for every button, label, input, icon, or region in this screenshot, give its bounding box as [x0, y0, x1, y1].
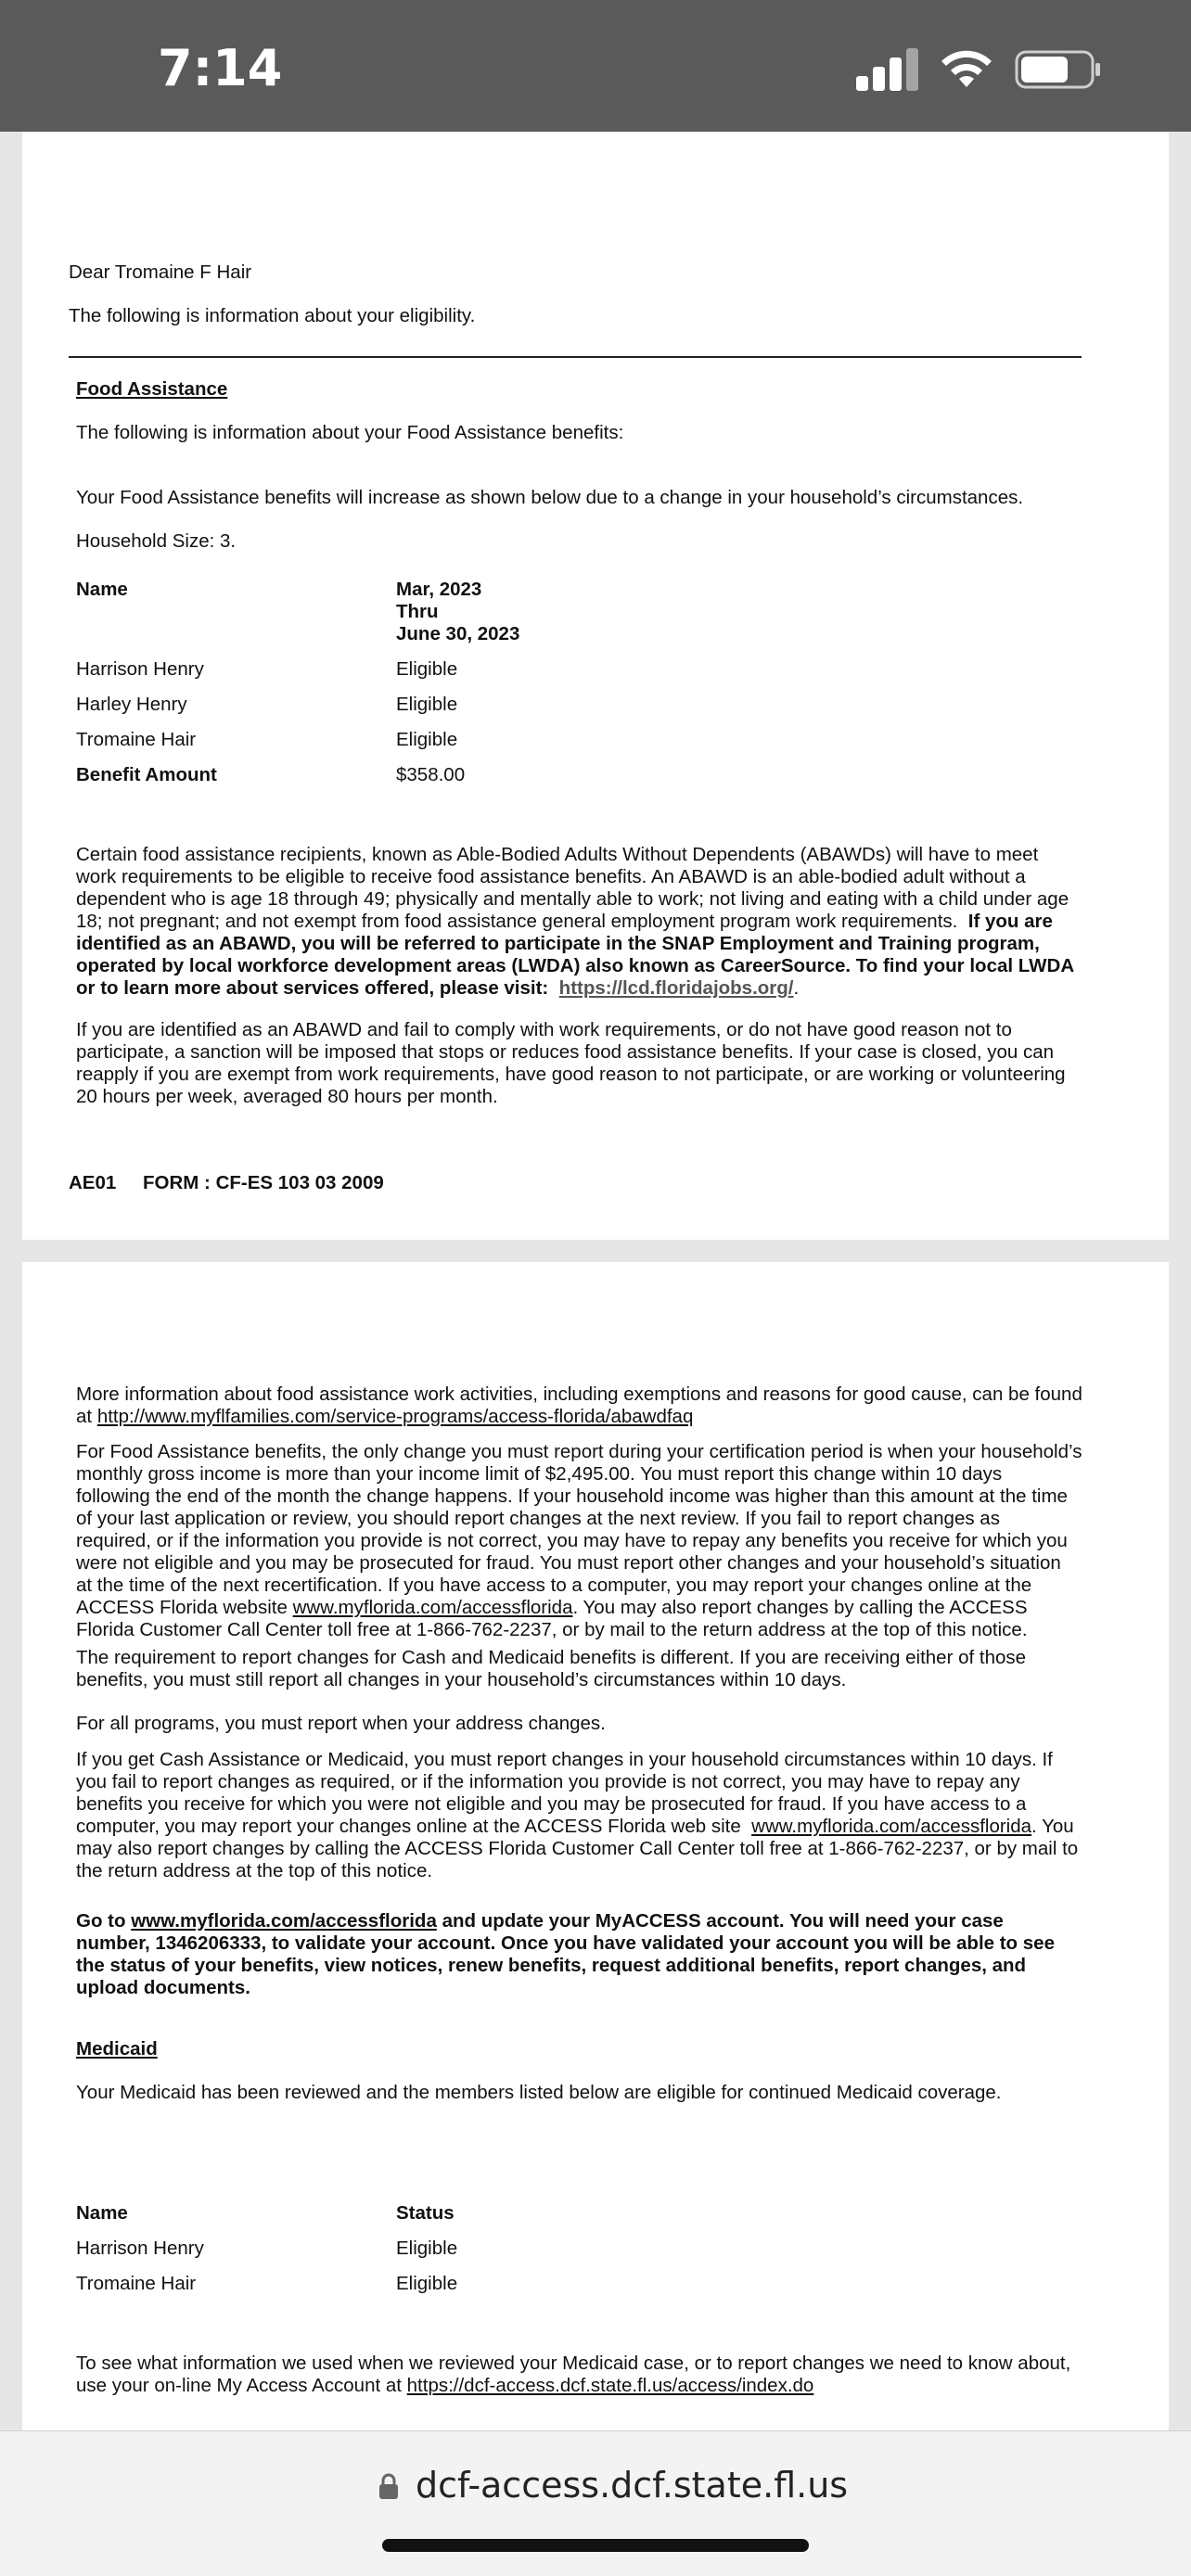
medicaid-intro: Your Medicaid has been reviewed and the members listed below are eligible for continued Medicaid coverage.: [76, 2082, 1002, 2103]
battery-icon: [1015, 50, 1102, 89]
accessflorida-link[interactable]: www.myflorida.com/accessflorida: [292, 1597, 573, 1618]
abawd-line: work requirements to be eligible to receive food assistance benefits. An ABAWD is an able-bodied adult without a: [76, 866, 1026, 887]
sanction-line: 20 hours per week, averaged 80 hours per month.: [76, 1086, 498, 1107]
sanction-line: participate, a sanction will be imposed that stops or reduces food assistance benefits. If your case is closed, you can: [76, 1041, 1055, 1063]
goto-line: the status of your benefits, view notices, renew benefits, request additional benefits, report changes, and: [76, 1955, 1027, 1976]
abawdfaq-link[interactable]: http://www.myflfamilies.com/service-programs/access-florida/abawdfaq: [96, 1406, 694, 1427]
clock-time: 7:14: [158, 39, 283, 97]
abawd-paragraph: Certain food assistance recipients, known as Able-Bodied Adults Without Dependents (ABAWDs) will have to meet work requirements to be eligible to receive food assistance benefits. An ABAWD is an able-bodied adult without a dependent who is age 18 through 49; physically and mentally able to work; not living and eating with a child under age 18; not pregnant; and not exempt from food assistance general employment program work requirements. If you are identified as an ABAWD, you will be referred to participate in the SNAP Employment and Training program, operated by local workforce development areas (LWDA) also known as CareerSource. To find your local LWDA or to learn more about services offered, please visit: https://lcd.floridajobs.org/.: [76, 844, 1075, 999]
abawd-line: dependent who is age 18 through 49; physically and mentally able to work; not living and eating with a child under age: [76, 888, 1069, 910]
closing-line: To see what information we used when we reviewed your Medicaid case, or to report changes we need to know about,: [76, 2353, 1071, 2374]
medicaid-report-line: may also report changes by calling the ACCESS Florida Customer Call Center toll free at 1-866-762-2237, or by mail to: [76, 1838, 1079, 1859]
home-indicator[interactable]: [382, 2539, 809, 2552]
status-bar: [0, 0, 1191, 132]
medicaid-table-header-status: Status: [396, 2202, 455, 2224]
medicaid-member-name: Tromaine Hair: [76, 2273, 197, 2294]
medicaid-member-status: Eligible: [396, 2238, 458, 2259]
table-header-name: Name: [76, 579, 128, 600]
reporting-line: Florida Customer Call Center toll free at 1-866-762-2237, or by mail to the return address at the top of this notice.: [76, 1619, 1028, 1640]
sanction-line: If you are identified as an ABAWD and fail to comply with work requirements, or do not have good reason not to: [76, 1019, 1012, 1040]
accessflorida-link[interactable]: www.myflorida.com/accessflorida: [751, 1816, 1032, 1837]
reporting-line: monthly gross income is more than your income limit of $2,495.00. You must report this change within 10 days: [76, 1463, 1003, 1485]
dcf-access-link[interactable]: https://dcf-access.dcf.state.fl.us/access/index.do: [406, 2375, 814, 2396]
wifi-icon: [939, 45, 994, 91]
member-name: Harrison Henry: [76, 658, 204, 680]
url-domain[interactable]: dcf-access.dcf.state.fl.us: [416, 2465, 849, 2506]
benefit-amount-label: Benefit Amount: [76, 764, 217, 785]
reporting-line: For Food Assistance benefits, the only change you must report during your certification period is when your household’s: [76, 1441, 1082, 1462]
table-header-period-end: June 30, 2023: [396, 623, 520, 644]
member-status: Eligible: [396, 694, 458, 715]
sanction-paragraph: [76, 1019, 1066, 1108]
medicaid-report-line: you fail to report changes as required, or if the information you provide is not correct, you may have to repay any: [76, 1771, 1020, 1792]
abawd-bold-text: If you are: [967, 911, 1053, 932]
cash-line: benefits, you must still report all changes in your household’s circumstances within 10 days.: [76, 1669, 847, 1690]
reporting-paragraph: [76, 1441, 1082, 1641]
medicaid-table-header-name: Name: [76, 2202, 128, 2224]
goto-suffix: and update your MyACCESS account. You will need your case: [442, 1910, 1004, 1932]
divider: [69, 356, 1082, 358]
myaccess-paragraph: [76, 1910, 1055, 1999]
form-id: FORM : CF-ES 103 03 2009: [143, 1172, 384, 1193]
medicaid-reporting-paragraph: [76, 1749, 1078, 1882]
reporting-line: at the time of the next recertification. If you have access to a computer, you may report your changes online at the: [76, 1575, 1032, 1596]
benefit-increase-notice: Your Food Assistance benefits will increase as shown below due to a change in your household’s circumstances.: [76, 487, 1024, 508]
medicaid-member-name: Harrison Henry: [76, 2238, 204, 2259]
benefit-amount-value: $358.00: [396, 764, 466, 785]
abawd-bold-line: identified as an ABAWD, you will be referred to participate in the SNAP Employment and Training program,: [76, 933, 1040, 954]
more-info-prefix: at: [76, 1406, 93, 1427]
document-page-1: [22, 132, 1169, 1240]
reporting-line-suffix: . You may also report changes by calling the ACCESS: [572, 1597, 1028, 1618]
food-assistance-heading: Food Assistance: [76, 378, 228, 400]
address-change-notice: For all programs, you must report when your address changes.: [76, 1713, 606, 1734]
table-header-period-thru: Thru: [396, 601, 439, 622]
medicaid-report-line: If you get Cash Assistance or Medicaid, you must report changes in your household circumstances within 10 days. If: [76, 1749, 1053, 1770]
more-info-line: More information about food assistance work activities, including exemptions and reasons for good cause, can be found: [76, 1384, 1082, 1405]
goto-line: number, 1346206333, to validate your account. Once you have validated your account you will be able to see: [76, 1932, 1055, 1954]
reporting-line: were not eligible and you may be prosecuted for fraud. You must report other changes and your household’s situation: [76, 1552, 1061, 1574]
medicaid-line-prefix: computer, you may report your changes online at the ACCESS Florida web site: [76, 1816, 741, 1837]
medicaid-heading: Medicaid: [76, 2038, 158, 2060]
form-code: AE01: [69, 1172, 117, 1193]
medicaid-member-status: Eligible: [396, 2273, 458, 2294]
eligibility-intro: The following is information about your eligibility.: [69, 305, 476, 326]
reporting-line: of your last application or review, you should report changes at the next review. If you fail to report changes as: [76, 1508, 1000, 1529]
abawd-bold-line: or to learn more about services offered, please visit:: [76, 977, 549, 999]
goto-prefix: Go to: [76, 1910, 126, 1932]
food-assistance-intro: The following is information about your Food Assistance benefits:: [76, 422, 624, 443]
closing-paragraph: [76, 2353, 1070, 2397]
reporting-line: required, or if the information you provide is not correct, you may have to repay any benefits you receive for which you: [76, 1530, 1068, 1551]
cellular-signal-icon: [856, 46, 919, 91]
abawd-bold-line: operated by local workforce development areas (LWDA) also known as CareerSource. To find your local LWDA: [76, 955, 1075, 976]
medicaid-line-suffix: . You: [1031, 1816, 1074, 1837]
cash-medicaid-paragraph: [76, 1647, 1026, 1691]
goto-line: upload documents.: [76, 1977, 250, 1998]
lock-icon: [378, 2472, 399, 2500]
accessflorida-link[interactable]: www.myflorida.com/accessflorida: [131, 1910, 437, 1932]
cash-line: The requirement to report changes for Cash and Medicaid benefits is different. If you are receiving either of those: [76, 1647, 1027, 1668]
document-page-2: [22, 1262, 1169, 2430]
reporting-line: following the end of the month the change happens. If your household income was higher than this amount at the time: [76, 1486, 1068, 1507]
browser-url-bar[interactable]: [0, 2430, 1191, 2576]
greeting: Dear Tromaine F Hair: [69, 261, 252, 283]
member-status: Eligible: [396, 658, 458, 680]
table-header-period-start: Mar, 2023: [396, 579, 482, 600]
sanction-line: reapply if you are exempt from work requirements, have good reason to not participate, or are working or volunteering: [76, 1064, 1066, 1085]
floridajobs-link[interactable]: https://lcd.floridajobs.org/: [558, 977, 794, 999]
member-status: Eligible: [396, 729, 458, 750]
medicaid-report-line: the return address at the top of this notice.: [76, 1860, 433, 1881]
medicaid-report-line: benefits you receive for which you were not eligible and you may be prosecuted for fraud. If you have access to a: [76, 1793, 1027, 1815]
member-name: Tromaine Hair: [76, 729, 197, 750]
closing-prefix: use your on-line My Access Account at: [76, 2375, 402, 2396]
abawd-line: 18; not pregnant; and not exempt from food assistance general employment program work requirements.: [76, 911, 958, 932]
member-name: Harley Henry: [76, 694, 187, 715]
abawd-line: Certain food assistance recipients, known as Able-Bodied Adults Without Dependents (ABAWDs) will have to meet: [76, 844, 1039, 865]
household-size: Household Size: 3.: [76, 530, 237, 552]
more-info-paragraph: [76, 1384, 1082, 1428]
reporting-line-prefix: ACCESS Florida website: [76, 1597, 288, 1618]
